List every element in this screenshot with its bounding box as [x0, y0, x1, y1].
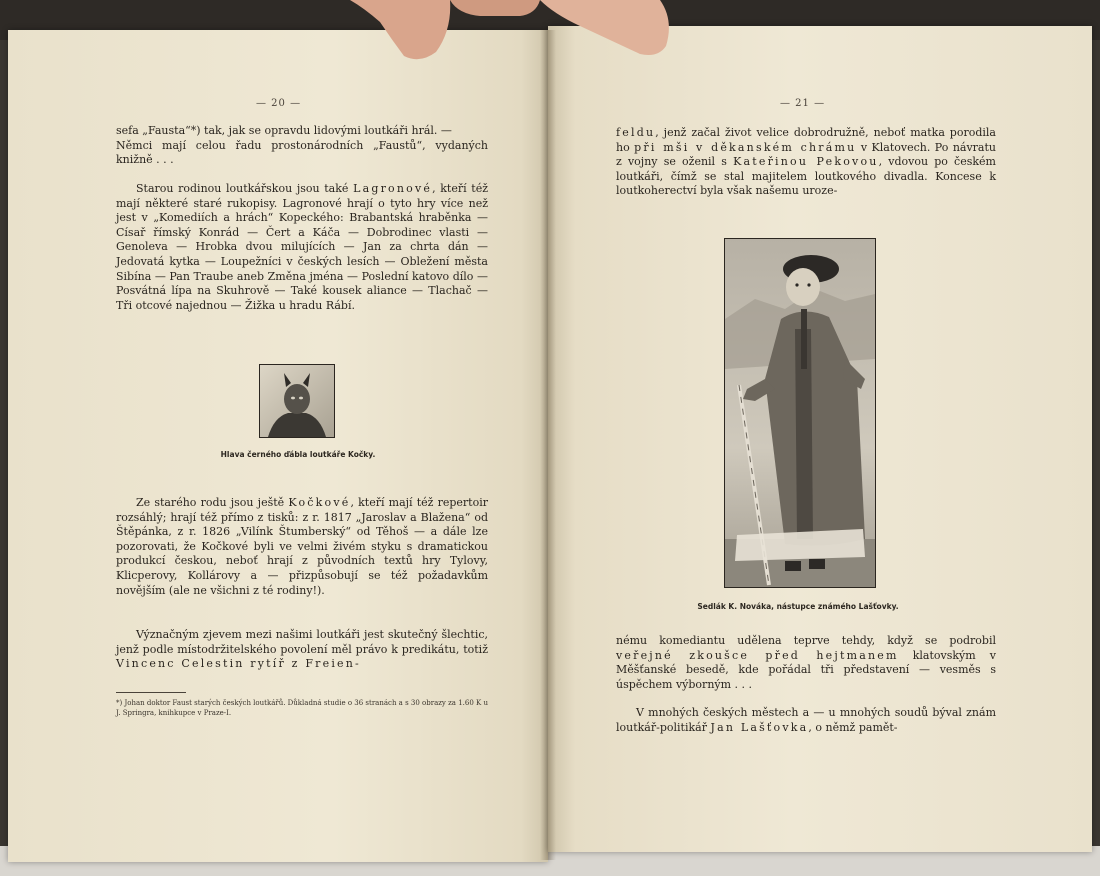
footnote: *) Johan doktor Faust starých českých loutkářů. Důkladná studie o 36 stranách a s 30 obrazy za 1.60 K u J. Springra, knihkupce v Praze-I. [116, 699, 488, 717]
page-number-left: — 20 — [256, 98, 302, 109]
hand-holding-page [340, 0, 680, 64]
right-text-block-3 [616, 706, 996, 735]
right-block3-b: , o němž pamět- [808, 720, 898, 734]
right-text-block-1 [616, 126, 996, 199]
name-katerina-pekova: Kateřinou Pekovou [733, 155, 879, 169]
left-block3-post: , kteří mají též repertoir rozsáhlý; hrají též přímo z tisků: z r. 1817 „Jaroslav a Blažena“ od Štěpánka, z r. 1826 „Vilínk Štumberský“ od Těhoš — a dále lze pozorovati, že Kočkové byli ve velmi živém styku s dramatickou produkcí českou, neboť hrají z původních textů hry Tylovy, Klicperovy, Kollárovy a — přizpůsobují se též požadavkům novějším (ale ne všichni z té rodiny!). [116, 496, 489, 597]
left-text-block-3 [116, 496, 488, 598]
right-text-block-2 [616, 634, 996, 692]
right-block1-c: , vdovou po českém loutkáři, čímž se stal majitelem loutkového divadla. Koncese k loutkoherectví byla však našemu uroze- [616, 155, 996, 198]
phrase-verejne-zkousce: veřejné zkoušce před hejtmanem [616, 648, 899, 662]
name-vincenc-celestin: Vincenc Celestin rytíř z Freien- [116, 657, 361, 671]
name-jan-lastovka: Jan Lašťovka [710, 720, 809, 734]
name-feldu: feldu [616, 126, 656, 139]
left-page [8, 30, 548, 862]
footnote-rule [116, 692, 186, 693]
peasant-puppet-photo [724, 238, 876, 588]
left-line-2: Němci mají celou řadu prostonárodních „Faustů“, vydaných knižně . . . [116, 138, 488, 167]
right-block3-a: V mnohých českých městech a — u mnohých soudů býval znám loutkář-politikář [616, 706, 996, 734]
page-number-right: — 21 — [780, 98, 826, 109]
right-page [548, 26, 1092, 852]
name-lagronove: Lagronové [353, 182, 433, 195]
devil-head-photo [259, 364, 335, 438]
right-figure-caption: Sedlák K. Nováka, nástupce známého Lašťovky. [697, 602, 899, 611]
right-block2-b: klatovským v Měšťanské besedě, kde pořádal tři představení — vesměs s úspěchem výborným . . . [616, 648, 996, 691]
right-block1-a: , jenž začal život velice dobrodružně, neboť matka porodila ho [616, 126, 996, 154]
left-figure-caption: Hlava černého ďábla loutkáře Kočky. [220, 450, 376, 459]
left-text-block-4 [116, 628, 488, 672]
left-block2-pre: Starou rodinou loutkářskou jsou také [136, 182, 354, 195]
name-kockove: Kočkové [288, 496, 351, 509]
right-block1-b: v Klatovech. Po návratu z vojny se oženil s [616, 140, 996, 169]
left-block4-pre: Význačným zjevem mezi našimi loutkáři jest skutečný šlechtic, jenž podle místodržitelského povolení měl právo k predikátu, totiž [116, 628, 488, 656]
left-block3-pre: Ze starého rodu jsou ještě [136, 496, 289, 509]
phrase-pri-msi: při mši v děkanském chrámu [634, 140, 857, 154]
right-block2-a: nému komediantu udělena teprve tehdy, když se podrobil [616, 634, 996, 647]
left-block2-post: , kteří též mají některé staré rukopisy. Lagronové hrají o tyto hry více než jest v „Komediích a hrách“ Kopeckého: Brabantská hraběnka — Císař římský Konrád — Čert a Káča — Dobrodinec vlasti — Genoleva — Hrobka dvou milujících — Jan za chrta dán — Jedovatá kytka — Loupežníci v českých lesích — Obležení města Sibína — Pan Traube aneb Změna jména — Poslední katovo dílo — Posvátná lípa na Skuhrově — Také kousek aliance — Tlachač — Tři otcové najednou — Žižka u hradu Rábí. [116, 182, 488, 312]
left-text-block-2 [116, 182, 488, 313]
left-line-1: sefa „Fausta“*) tak, jak se opravdu lidovými loutkáři hrál. — [116, 124, 452, 137]
book-gutter [540, 30, 556, 860]
left-text-block-1 [116, 124, 488, 168]
